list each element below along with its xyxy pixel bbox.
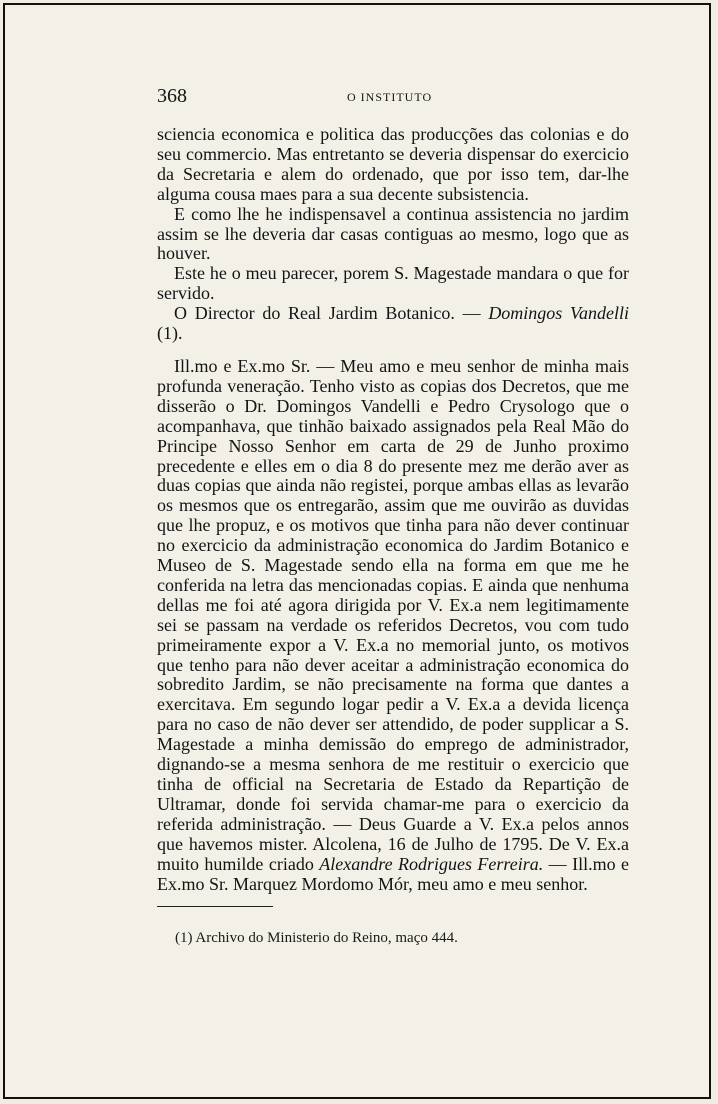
- letter-body: Ill.mo e Ex.mo Sr. — Meu amo e meu senhor de minha mais profunda veneração. Tenho visto as copias dos Decretos, que me disserão o Dr. Domingos Vandelli e Pedro Crysologo que o acompanhava, que tinhão baixado assignados pela Real Mão do Principe Nosso Senhor em carta de 29 de Junho proximo precedente e elles em o dia 8 do presente mez me derão aver as duas copias que ainda não registei, porque ambas ellas as levarão os mesmos que os entregarão, assim que me ouvirão as duvidas que lhe propuz, e os motivos que tinha para não dever continuar no exercicio da administração economica do Jardim Botanico e Museo de S. Magestade sendo ella na forma em que me he conferida na letra das mencionadas copias. E ainda que nenhuma dellas me foi até agora dirigida por V. Ex.a nem legitimamente sei se passam na verdade os referidos Decretos, vou com tudo primeiramente expor a V. Ex.a no memorial junto, os motivos que tenho para não dever aceitar a administração economica do sobredito Jardim, se não precisamente na forma que dantes a exercitava. Em segundo logar pedir a V. Ex.a a devida licença para no caso de não dever ser attendido, de poder supplicar a S. Magestade a minha demissão do emprego de administrador, dignando-se a mesma senhora de me restituir o exercicio que tinha de official na Secretaria de Estado da Repartição de Ultramar, donde foi servida chamar-me para o exercicio da referida administração. — Deus Guarde a V. Ex.a pelos annos que havemos mister. Alcolena, 16 de Julho de 1795. De V. Ex.a muito humilde criado: [157, 355, 629, 874]
- letter-paragraph: [157, 357, 629, 894]
- footnote-rule: [157, 906, 273, 907]
- director-signature-prefix: O Director do Real Jardim Botanico. —: [174, 303, 481, 324]
- text-block: [157, 84, 629, 894]
- paragraph-2: E como lhe he indispensavel a continua assistencia no jardim assim se lhe deveria dar casas contiguas ao mesmo, logo que as houver.: [157, 203, 629, 264]
- paragraph-4: [157, 304, 629, 344]
- letter-closing: — Ill.mo e Ex.mo Sr. Marquez Mordomo Mór, meu amo e meu senhor.: [157, 853, 630, 894]
- page-number: 368: [157, 85, 187, 107]
- director-signer-name: Domingos Vandelli: [488, 303, 630, 324]
- running-head: [157, 84, 629, 114]
- footnote-reference: (1).: [157, 323, 183, 344]
- letter-signer-name: Alexandre Rodrigues Ferreira.: [319, 853, 544, 874]
- body-text: [157, 125, 629, 894]
- paragraph-1: sciencia economica e politica das producções das colonias e do seu commercio. Mas entretanto se deveria dispensar do exercicio da Secretaria e alem do ordenado, que por isso tem, dar-lhe alguma cousa maes para a sua decente subsistencia.: [157, 124, 629, 204]
- footnote: (1) Archivo do Ministerio do Reino, maço 444.: [175, 930, 458, 946]
- paragraph-3: Este he o meu parecer, porem S. Magestade mandara o que for servido.: [157, 263, 629, 304]
- running-title: O INSTITUTO: [347, 90, 433, 104]
